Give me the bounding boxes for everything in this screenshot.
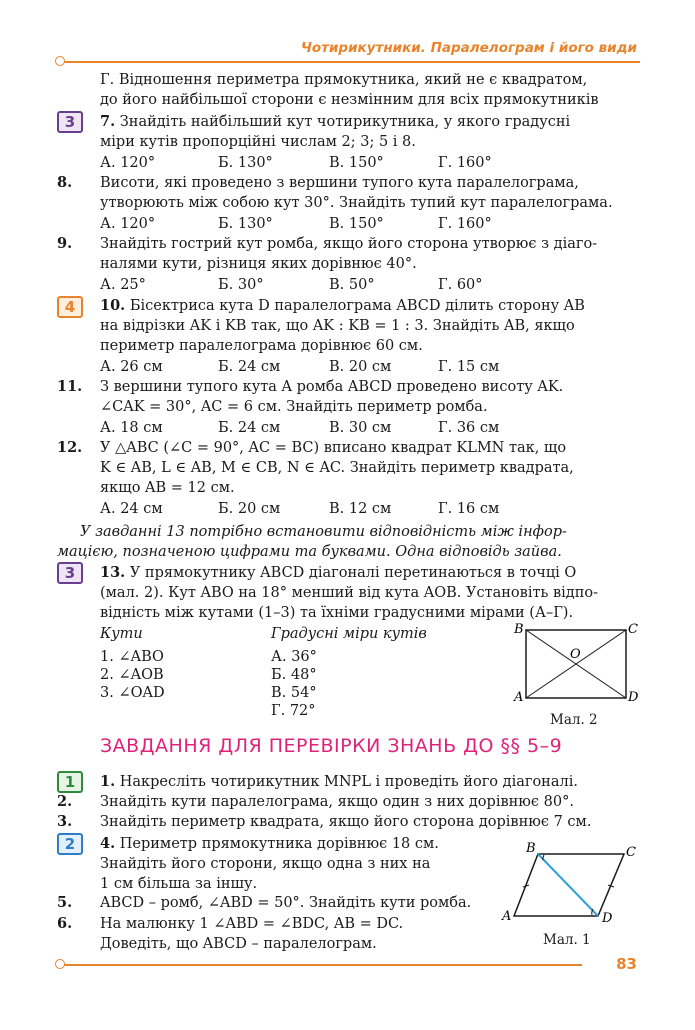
check-task4-line3: 1 см більша за іншу. [100,876,258,892]
chapter-header: Чотирикутники. Паралелограм і його види [300,40,637,56]
task-number: 10. [100,297,126,314]
figure-1-caption: Мал. 1 [543,932,591,948]
task-number: 13. [100,564,126,581]
answer-a: А. 18 см [100,420,163,436]
level-badge: 3 [57,111,83,133]
angle-item: 3. ∠OAD [100,685,165,701]
figure-2-rectangle [508,618,643,708]
vertex-label-b: B [526,841,536,856]
center-label-o: O [570,647,581,662]
instruction-note-line2: мацією, позначеною цифрами та буквами. Одна відповідь зайва. [57,544,562,560]
level-badge: 2 [57,833,83,855]
vertex-label-d: D [628,690,639,705]
answer-a: А. 25° [100,277,146,293]
vertex-label-a: A [514,690,524,705]
task-number: 12. [57,439,83,456]
check-task1-text: Накресліть чотирикутник MNPL і проведіть його діагоналі. [119,774,578,790]
check-task3-text: Знайдіть периметр квадрата, якщо його сторона дорівнює 7 см. [100,814,592,830]
check-task6-line2: Доведіть, що ABCD – паралелограм. [100,936,377,952]
task7-line1: Знайдіть найбільший кут чотирикутника, у якого градусні [119,114,571,130]
check-task4 [100,834,439,854]
level-badge: 1 [57,771,83,793]
vertex-label-c: C [628,622,638,637]
answer-a: А. 24 см [100,501,163,517]
answer-a: А. 120° [100,216,156,232]
figure-2-caption: Мал. 2 [550,712,598,728]
check-task4-line1: Периметр прямокутника дорівнює 18 см. [119,836,439,852]
task8-line1: Висоти, які проведено з вершини тупого кута паралелограма, [100,175,579,191]
task11-line1: З вершини тупого кута A ромба ABCD проведено висоту AK. [100,379,564,395]
answer-d: Г. 15 см [438,359,500,375]
task-number: 11. [57,378,83,395]
answer-d: Г. 160° [438,216,492,232]
footer-rule-dot [55,959,65,969]
task-number: 2. [57,793,73,810]
header-rule-dot [55,56,65,66]
answer-c: В. 12 см [329,501,392,517]
page-number: 83 [616,955,637,973]
footer-rule [62,964,582,966]
answer-c: В. 20 см [329,359,392,375]
check-task1 [100,772,578,792]
vertex-label-a: A [502,909,512,924]
task13-line1: У прямокутнику ABCD діагоналі перетинаються в точці O [129,565,577,581]
answer-b: Б. 30° [218,277,264,293]
task-number: 7. [100,113,116,130]
vertex-label-b: B [514,622,524,637]
answer-b: Б. 130° [218,155,273,171]
task-number: 4. [100,835,116,852]
task11-line2: ∠CAK = 30°, AC = 6 см. Знайдіть периметр ромба. [100,399,488,415]
task12-line1: У △ABC (∠C = 90°, AC = BC) вписано квадрат KLMN так, що [100,440,567,456]
angle-item: 1. ∠ABO [100,649,164,665]
task9-line1: Знайдіть гострий кут ромба, якщо його сторона утворює з діаго- [100,236,598,252]
level-badge: 3 [57,562,83,584]
task8-line2: утворюють між собою кут 30°. Знайдіть тупий кут паралелограма. [100,195,613,211]
vertex-label-d: D [602,911,613,926]
task-number: 3. [57,813,73,830]
check-task6-line1: На малюнку 1 ∠ABD = ∠BDC, AB = DC. [100,916,404,932]
task13-text [100,563,576,583]
task-number: 5. [57,894,73,911]
task7-text [100,112,570,132]
task10-line2: на відрізки AK і KB так, що AK : KB = 1 : 3. Знайдіть AB, якщо [100,318,575,334]
answer-c: В. 150° [329,155,384,171]
answer-c: В. 50° [329,277,375,293]
level-badge: 4 [57,296,83,318]
answer-b: Б. 24 см [218,420,281,436]
answer-c: В. 150° [329,216,384,232]
task6-option-g-line2: до його найбільшої сторони є незмінним для всіх прямокутників [100,92,599,108]
task12-line3: якщо AB = 12 см. [100,480,235,496]
answer-b: Б. 20 см [218,501,281,517]
task13-line2: (мал. 2). Кут ABO на 18° менший від кута AOB. Установіть відпо- [100,585,599,601]
task10-line3: периметр паралелограма дорівнює 60 см. [100,338,423,354]
task10-text [100,296,585,316]
vertex-label-c: C [626,845,636,860]
task7-line2: міри кутів пропорційні числам 2; 3; 5 і 8. [100,134,416,150]
answer-d: Г. 36 см [438,420,500,436]
answer-d: Г. 16 см [438,501,500,517]
check-task2-text: Знайдіть кути паралелограма, якщо один з них дорівнює 80°. [100,794,574,810]
answer-b: Б. 130° [218,216,273,232]
task-number: 1. [100,773,116,790]
header-rule [62,61,640,63]
measure-item: В. 54° [271,685,317,701]
answer-a: А. 120° [100,155,156,171]
task-number: 6. [57,915,73,932]
answer-d: Г. 160° [438,155,492,171]
answer-d: Г. 60° [438,277,483,293]
angle-item: 2. ∠AOB [100,667,164,683]
figure-1-parallelogram [500,838,645,928]
col-head-measures: Градусні міри кутів [271,626,427,642]
answer-c: В. 30 см [329,420,392,436]
instruction-note-line1: У завданні 13 потрібно встановити відповідність між інфор- [80,524,567,540]
measure-item: А. 36° [271,649,317,665]
check-task4-line2: Знайдіть його сторони, якщо одна з них на [100,856,431,872]
task-number: 8. [57,174,73,191]
measure-item: Г. 72° [271,703,316,719]
check-task5-text: ABCD – ромб, ∠ABD = 50°. Знайдіть кути ромба. [100,895,472,911]
task10-line1: Бісектриса кута D паралелограма ABCD ділить сторону AB [129,298,585,314]
task12-line2: K ∈ AB, L ∈ AB, M ∈ CB, N ∈ AC. Знайдіть периметр квадрата, [100,460,574,476]
task13-line3: відність між кутами (1–3) та їхніми градусними мірами (А–Г). [100,605,574,621]
section-title: ЗАВДАННЯ ДЛЯ ПЕРЕВІРКИ ЗНАНЬ ДО §§ 5–9 [100,735,563,757]
task-number: 9. [57,235,73,252]
col-head-angles: Кути [100,626,143,642]
answer-a: А. 26 см [100,359,163,375]
measure-item: Б. 48° [271,667,317,683]
answer-b: Б. 24 см [218,359,281,375]
task9-line2: налями кути, різниця яких дорівнює 40°. [100,256,417,272]
task6-option-g-line1: Г. Відношення периметра прямокутника, який не є квадратом, [100,72,588,88]
